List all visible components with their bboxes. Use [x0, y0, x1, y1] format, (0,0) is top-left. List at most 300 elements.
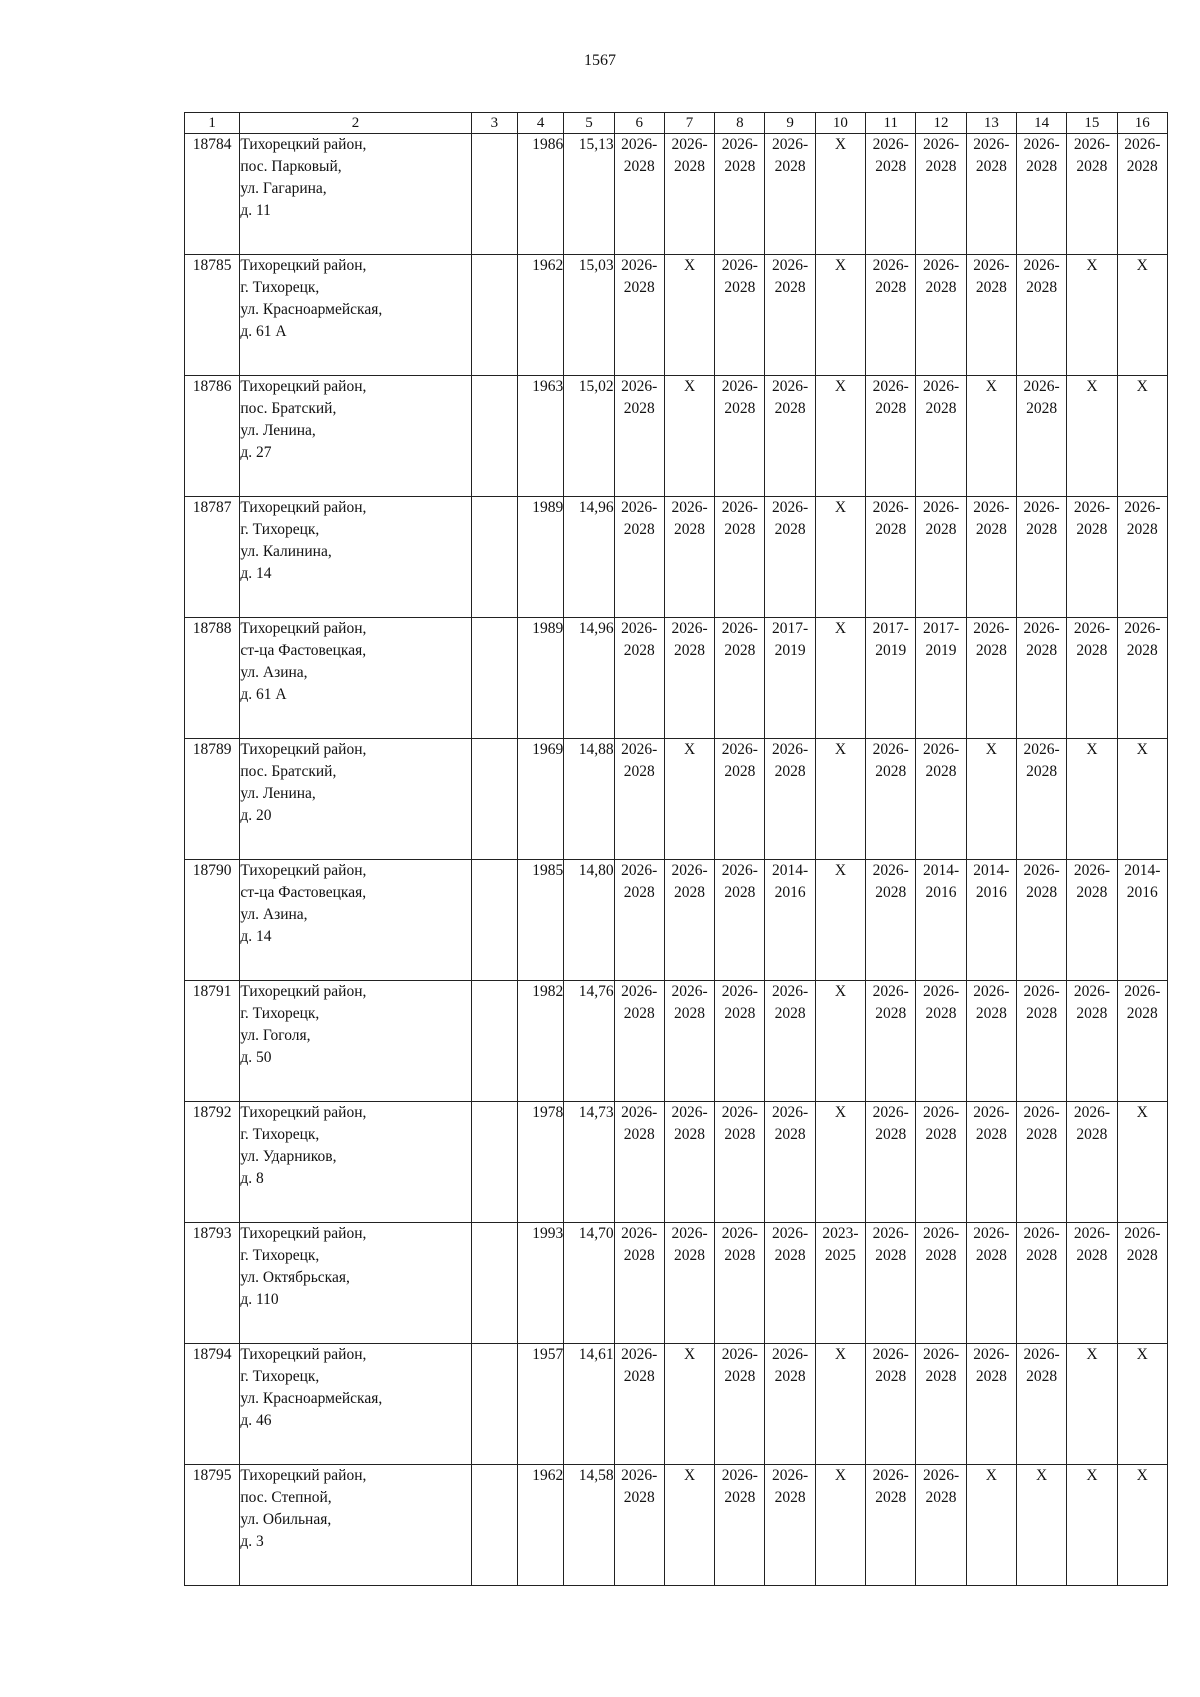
year-cell: 1957	[518, 1344, 564, 1465]
year-cell: 1989	[518, 497, 564, 618]
column-3-cell	[471, 860, 517, 981]
period-cell	[916, 255, 966, 376]
period-line: X	[1086, 1467, 1098, 1484]
address-line: пос. Парковый,	[240, 158, 342, 175]
period-cell	[1067, 1102, 1117, 1223]
period-line: 2028	[724, 158, 756, 175]
period-line: 2026-	[973, 136, 1010, 153]
period-cell	[916, 376, 966, 497]
table-row	[185, 376, 1168, 497]
address-line: д. 20	[240, 807, 272, 824]
period-line: 2023-	[822, 1225, 859, 1242]
period-cell	[866, 618, 916, 739]
period-cell	[815, 618, 865, 739]
record-number-cell: 18786	[185, 376, 240, 497]
period-line: X	[1086, 741, 1098, 758]
column-header: 3	[471, 113, 517, 134]
period-cell	[815, 739, 865, 860]
period-line: 2028	[1126, 521, 1158, 538]
period-line: X	[1136, 378, 1148, 395]
record-number-cell: 18792	[185, 1102, 240, 1223]
table-row	[185, 860, 1168, 981]
period-cell	[614, 1102, 664, 1223]
period-line: 2028	[925, 763, 957, 780]
period-cell	[866, 860, 916, 981]
period-line: 2028	[674, 884, 706, 901]
period-cell	[916, 497, 966, 618]
period-cell	[765, 860, 815, 981]
year-cell: 1978	[518, 1102, 564, 1223]
period-cell	[966, 1465, 1016, 1586]
address-line: Тихорецкий район,	[240, 1467, 367, 1484]
period-line: 2026-	[772, 1225, 809, 1242]
address-cell	[240, 255, 471, 376]
period-line: X	[834, 1467, 847, 1484]
record-number-cell: 18789	[185, 739, 240, 860]
period-line: 2026-	[1124, 620, 1161, 637]
period-line: 2028	[724, 642, 756, 659]
period-line: 2028	[774, 521, 806, 538]
period-line: 2019	[875, 642, 907, 659]
period-line: 2026-	[922, 136, 960, 153]
period-line: X	[683, 741, 696, 758]
period-cell	[1016, 497, 1066, 618]
record-number-cell: 18788	[185, 618, 240, 739]
period-cell	[614, 1223, 664, 1344]
period-cell	[765, 497, 815, 618]
period-cell	[966, 1102, 1016, 1223]
period-cell	[815, 981, 865, 1102]
period-line: 2019	[774, 642, 806, 659]
record-number-cell: 18790	[185, 860, 240, 981]
period-cell	[966, 497, 1016, 618]
period-cell	[966, 618, 1016, 739]
year-cell: 1982	[518, 981, 564, 1102]
period-cell	[765, 376, 815, 497]
period-cell	[614, 739, 664, 860]
period-line: 2026-	[872, 862, 909, 879]
period-line: 2028	[623, 1489, 655, 1506]
period-cell	[614, 618, 664, 739]
period-cell	[815, 1344, 865, 1465]
period-line: X	[683, 1467, 696, 1484]
period-line: 2026-	[621, 1104, 658, 1121]
period-line: 2026-	[721, 620, 758, 637]
period-line: 2026-	[922, 1346, 960, 1363]
period-line: X	[1136, 741, 1148, 758]
address-line: д. 3	[240, 1533, 264, 1550]
period-line: 2026-	[1023, 1346, 1060, 1363]
address-line: д. 46	[240, 1412, 272, 1429]
address-line: Тихорецкий район,	[240, 1104, 367, 1121]
period-line: 2028	[875, 1489, 907, 1506]
period-line: 2028	[975, 1368, 1007, 1385]
address-cell	[240, 134, 471, 255]
period-line: 2026-	[872, 378, 909, 395]
period-line: 2026-	[872, 741, 909, 758]
period-line: 2028	[724, 1368, 756, 1385]
period-line: 2028	[774, 1489, 806, 1506]
period-cell	[1067, 860, 1117, 981]
period-line: 2028	[774, 279, 806, 296]
period-cell	[614, 134, 664, 255]
period-cell	[866, 1344, 916, 1465]
period-cell	[1016, 1344, 1066, 1465]
period-cell	[966, 981, 1016, 1102]
value-cell: 15,03	[564, 255, 614, 376]
period-line: 2028	[774, 158, 806, 175]
period-line: 2026-	[621, 499, 658, 516]
column-header: 8	[715, 113, 765, 134]
period-line: 2026-	[922, 1104, 960, 1121]
period-line: 2026-	[721, 741, 758, 758]
period-line: 2028	[623, 642, 655, 659]
column-3-cell	[471, 1465, 517, 1586]
period-line: 2026-	[621, 257, 658, 274]
period-line: 2028	[774, 1126, 806, 1143]
period-cell	[664, 1102, 714, 1223]
period-cell	[1117, 739, 1167, 860]
column-3-cell	[471, 1223, 517, 1344]
record-number-cell: 18794	[185, 1344, 240, 1465]
column-3-cell	[471, 134, 517, 255]
period-line: 2026-	[922, 499, 960, 516]
registry-body	[185, 134, 1168, 1586]
period-line: 2026-	[1023, 983, 1060, 1000]
column-3-cell	[471, 376, 517, 497]
period-line: 2014-	[973, 862, 1010, 879]
address-line: ст-ца Фастовецкая,	[240, 642, 367, 659]
period-cell	[765, 1344, 815, 1465]
period-cell	[1067, 1223, 1117, 1344]
period-line: 2028	[925, 1247, 957, 1264]
period-cell	[715, 1465, 765, 1586]
period-cell	[664, 739, 714, 860]
period-line: 2028	[674, 1126, 706, 1143]
period-line: 2026-	[1073, 983, 1110, 1000]
address-line: д. 8	[240, 1170, 264, 1187]
period-line: 2026-	[922, 1225, 960, 1242]
period-line: 2026-	[621, 1467, 658, 1484]
period-cell	[966, 255, 1016, 376]
period-line: 2026-	[772, 1104, 809, 1121]
period-line: 2028	[1026, 642, 1058, 659]
table-row	[185, 981, 1168, 1102]
address-line: ул. Октябрьская,	[240, 1269, 350, 1286]
period-line: 2028	[774, 400, 806, 417]
period-cell	[1067, 981, 1117, 1102]
column-header: 1	[185, 113, 240, 134]
period-line: 2026-	[721, 1346, 758, 1363]
period-line: X	[985, 1467, 997, 1484]
table-row	[185, 1223, 1168, 1344]
column-header: 10	[815, 113, 865, 134]
record-number-cell: 18795	[185, 1465, 240, 1586]
address-line: Тихорецкий район,	[240, 378, 367, 395]
period-line: X	[985, 378, 997, 395]
period-line: 2028	[1076, 1005, 1108, 1022]
period-line: 2028	[875, 763, 907, 780]
address-cell	[240, 1465, 471, 1586]
period-cell	[866, 497, 916, 618]
period-line: X	[1086, 1346, 1098, 1363]
period-cell	[1016, 618, 1066, 739]
period-line: X	[683, 378, 696, 395]
period-cell	[614, 981, 664, 1102]
period-line: X	[683, 257, 696, 274]
period-line: 2026-	[772, 1467, 809, 1484]
address-line: пос. Степной,	[240, 1489, 332, 1506]
period-line: 2028	[1026, 1247, 1058, 1264]
period-cell	[916, 739, 966, 860]
period-cell	[1067, 1465, 1117, 1586]
period-cell	[664, 255, 714, 376]
period-cell	[1117, 1102, 1167, 1223]
address-line: Тихорецкий район,	[240, 983, 367, 1000]
column-header: 15	[1067, 113, 1117, 134]
address-line: ул. Красноармейская,	[240, 1390, 383, 1407]
address-line: Тихорецкий район,	[240, 1346, 367, 1363]
period-cell	[1016, 1465, 1066, 1586]
address-line: ул. Ударников,	[240, 1148, 337, 1165]
period-line: 2028	[623, 763, 655, 780]
period-line: 2028	[623, 279, 655, 296]
column-header: 9	[765, 113, 815, 134]
period-line: 2028	[975, 1005, 1007, 1022]
period-line: X	[1086, 378, 1098, 395]
period-cell	[765, 618, 815, 739]
period-cell	[765, 1223, 815, 1344]
year-cell: 1989	[518, 618, 564, 739]
address-line: г. Тихорецк,	[240, 279, 320, 296]
value-cell: 14,73	[564, 1102, 614, 1223]
period-cell	[1117, 981, 1167, 1102]
period-line: 2028	[674, 1247, 706, 1264]
period-cell	[664, 1344, 714, 1465]
period-cell	[916, 1102, 966, 1223]
year-cell: 1969	[518, 739, 564, 860]
period-line: 2025	[824, 1247, 856, 1264]
period-cell	[715, 981, 765, 1102]
period-line: 2028	[925, 279, 957, 296]
period-line: 2026-	[1073, 136, 1110, 153]
period-cell	[866, 1102, 916, 1223]
period-line: 2026-	[1073, 499, 1110, 516]
period-cell	[1117, 376, 1167, 497]
value-cell: 14,61	[564, 1344, 614, 1465]
period-line: 2026-	[772, 741, 809, 758]
period-line: 2026-	[772, 257, 809, 274]
address-line: д. 61 А	[240, 323, 287, 340]
period-line: 2026-	[922, 741, 960, 758]
period-cell	[614, 1344, 664, 1465]
period-line: X	[834, 862, 847, 879]
period-cell	[866, 1223, 916, 1344]
address-line: Тихорецкий район,	[240, 620, 367, 637]
address-line: г. Тихорецк,	[240, 1126, 320, 1143]
period-line: 2026-	[671, 1225, 708, 1242]
year-cell: 1986	[518, 134, 564, 255]
column-header: 4	[518, 113, 564, 134]
column-3-cell	[471, 1344, 517, 1465]
page-number: 1567	[584, 52, 616, 69]
period-line: 2028	[724, 1126, 756, 1143]
value-cell: 14,70	[564, 1223, 614, 1344]
period-cell	[815, 1223, 865, 1344]
address-line: ул. Красноармейская,	[240, 301, 383, 318]
period-line: 2028	[1126, 158, 1158, 175]
year-cell: 1962	[518, 1465, 564, 1586]
period-line: 2026-	[621, 1346, 658, 1363]
address-line: д. 110	[240, 1291, 279, 1308]
period-line: 2028	[674, 521, 706, 538]
address-line: д. 27	[240, 444, 272, 461]
period-line: 2026-	[671, 983, 708, 1000]
period-cell	[866, 255, 916, 376]
period-line: 2028	[1026, 884, 1058, 901]
period-line: 2028	[875, 1126, 907, 1143]
period-cell	[1067, 618, 1117, 739]
value-cell: 14,96	[564, 497, 614, 618]
period-line: 2028	[774, 1247, 806, 1264]
period-line: 2028	[1076, 158, 1108, 175]
period-line: 2028	[1076, 884, 1108, 901]
address-cell	[240, 376, 471, 497]
period-cell	[1016, 739, 1066, 860]
period-line: 2026-	[1073, 620, 1110, 637]
period-line: 2028	[975, 521, 1007, 538]
period-line: 2028	[623, 1005, 655, 1022]
period-cell	[664, 860, 714, 981]
period-cell	[916, 1344, 966, 1465]
address-line: г. Тихорецк,	[240, 1368, 320, 1385]
period-line: X	[834, 620, 847, 637]
period-line: 2026-	[872, 1104, 909, 1121]
period-line: 2028	[925, 1005, 957, 1022]
period-line: X	[985, 741, 997, 758]
value-cell: 14,88	[564, 739, 614, 860]
record-number-cell: 18784	[185, 134, 240, 255]
value-cell: 14,96	[564, 618, 614, 739]
period-line: 2026-	[621, 983, 658, 1000]
period-line: 2026-	[922, 257, 960, 274]
period-line: 2028	[724, 1489, 756, 1506]
address-line: ст-ца Фастовецкая,	[240, 884, 367, 901]
period-line: 2028	[623, 521, 655, 538]
period-cell	[866, 739, 916, 860]
column-header: 13	[966, 113, 1016, 134]
period-cell	[664, 497, 714, 618]
period-cell	[916, 134, 966, 255]
period-line: X	[834, 378, 847, 395]
period-line: 2028	[925, 521, 957, 538]
period-line: 2026-	[721, 1467, 758, 1484]
record-number-cell: 18793	[185, 1223, 240, 1344]
period-line: 2016	[774, 884, 806, 901]
period-line: 2026-	[621, 862, 658, 879]
period-cell	[916, 618, 966, 739]
period-line: 2026-	[772, 378, 809, 395]
period-cell	[664, 981, 714, 1102]
period-cell	[966, 1223, 1016, 1344]
period-line: X	[834, 136, 847, 153]
period-line: 2026-	[621, 1225, 658, 1242]
column-header: 14	[1016, 113, 1066, 134]
column-3-cell	[471, 981, 517, 1102]
column-header: 7	[664, 113, 714, 134]
period-line: 2026-	[973, 257, 1010, 274]
period-line: X	[1136, 1346, 1148, 1363]
period-line: 2028	[875, 1368, 907, 1385]
period-cell	[664, 1223, 714, 1344]
period-line: 2028	[1126, 1247, 1158, 1264]
period-line: X	[1086, 257, 1098, 274]
table-row	[185, 134, 1168, 255]
period-line: 2026-	[872, 136, 909, 153]
period-line: 2028	[1026, 521, 1058, 538]
period-cell	[1016, 134, 1066, 255]
period-line: 2026-	[922, 378, 960, 395]
period-line: 2026-	[1023, 257, 1060, 274]
period-line: 2026-	[621, 136, 658, 153]
record-number-cell: 18791	[185, 981, 240, 1102]
column-3-cell	[471, 497, 517, 618]
period-cell	[1067, 1344, 1117, 1465]
period-line: 2026-	[721, 257, 758, 274]
period-line: 2016	[1126, 884, 1158, 901]
period-line: 2028	[724, 1005, 756, 1022]
period-cell	[715, 376, 765, 497]
address-line: пос. Братский,	[240, 763, 337, 780]
period-line: 2016	[925, 884, 957, 901]
period-line: 2026-	[671, 620, 708, 637]
period-line: 2026-	[621, 741, 658, 758]
period-cell	[815, 1465, 865, 1586]
address-line: ул. Азина,	[240, 664, 308, 681]
address-cell	[240, 1223, 471, 1344]
address-line: г. Тихорецк,	[240, 521, 320, 538]
period-cell	[1117, 1465, 1167, 1586]
period-cell	[664, 618, 714, 739]
period-line: X	[1036, 1467, 1048, 1484]
column-3-cell	[471, 1102, 517, 1223]
column-number-header-row	[185, 113, 1168, 134]
period-line: 2026-	[872, 499, 909, 516]
period-cell	[715, 618, 765, 739]
period-line: 2026-	[1023, 1104, 1060, 1121]
address-line: Тихорецкий район,	[240, 499, 367, 516]
period-cell	[966, 1344, 1016, 1465]
period-line: 2026-	[1023, 136, 1060, 153]
period-line: 2028	[975, 1126, 1007, 1143]
period-cell	[715, 1223, 765, 1344]
period-cell	[866, 376, 916, 497]
period-line: 2026-	[1073, 862, 1110, 879]
period-line: 2028	[1076, 642, 1108, 659]
period-line: 2026-	[621, 378, 658, 395]
period-line: 2028	[925, 1489, 957, 1506]
address-line: пос. Братский,	[240, 400, 337, 417]
period-cell	[966, 376, 1016, 497]
period-cell	[815, 860, 865, 981]
address-cell	[240, 860, 471, 981]
period-line: 2028	[875, 1005, 907, 1022]
period-line: 2026-	[721, 1104, 758, 1121]
address-line: д. 14	[240, 565, 272, 582]
period-line: X	[1136, 257, 1148, 274]
value-cell: 15,02	[564, 376, 614, 497]
period-line: 2026-	[973, 1225, 1010, 1242]
